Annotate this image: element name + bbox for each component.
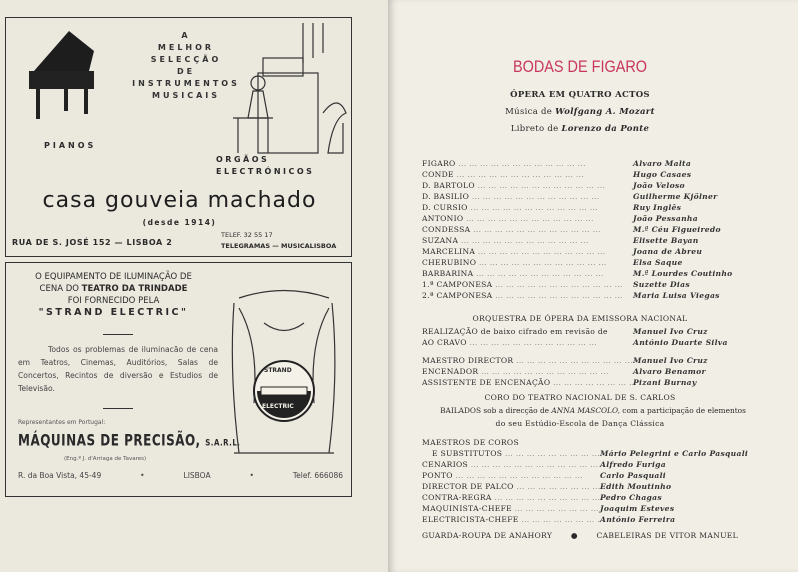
performer-name: Alfredo Furiga (600, 460, 666, 469)
list-item (422, 213, 752, 224)
footer-credits (410, 531, 750, 540)
electronicos-label: ELECTRÓNICOS (216, 167, 315, 176)
role-label: DIRECTOR DE PALCO ... . (422, 481, 600, 492)
list-item (422, 158, 752, 169)
orchestra-heading: ORQUESTRA DE ÓPERA DA EMISSORA NACIONAL (472, 314, 688, 323)
list-item (422, 268, 752, 279)
list-item (422, 366, 752, 377)
wigs-credit: CABELEIRAS DE VITOR MANUEL (596, 531, 738, 540)
role-label: ANTONIO ... . (422, 213, 633, 224)
headline-text: CENA DO (39, 284, 82, 294)
body-text: Todos os problemas de iluminacão de cena em Teatros, Cinemas, Auditórios, Salas de Concertos, Recintos de diversão e Estudios de Televisão. (18, 345, 218, 393)
tagline-line: MELHOR (157, 43, 215, 52)
performer-name: Maria Luisa Viegas (633, 291, 720, 300)
list-item (422, 514, 792, 525)
phone: TELEF. 32 55 17 (221, 231, 273, 239)
role-label: BARBARINA ... . (422, 268, 633, 279)
role-label: CONDE ... . (422, 169, 633, 180)
company-name: casa gouveia machado (42, 188, 317, 213)
role-label: D. BASILIO ... . (422, 191, 633, 202)
choreographer-name: ANNA MASCOLO, (551, 406, 620, 415)
crew-list (422, 437, 792, 525)
performer-name: M.ª Céu Figueiredo (633, 225, 721, 234)
ballet-text: com a participação de elementos (619, 406, 746, 415)
theatre-name: TEATRO DA TRINDADE (81, 284, 188, 294)
ad-strand-electric (5, 262, 352, 497)
credit-name: Manuel Ivo Cruz (633, 327, 708, 336)
role-label: PONTO ... . (422, 470, 600, 481)
performer-name: Carlo Pasquali (600, 471, 666, 480)
role-label: SUZANA ... . (422, 235, 633, 246)
logo-text-bottom: ELECTRIC (262, 403, 294, 410)
role-label: CONDESSA ... . (422, 224, 633, 235)
list-item (422, 180, 752, 191)
role-label: ENCENADOR ... . (422, 366, 633, 377)
choir-heading: CORO DO TEATRO NACIONAL DE S. CARLOS (484, 393, 676, 402)
tagline-line: SELECÇÃO (150, 55, 222, 64)
list-item (422, 377, 752, 388)
ballet-line-2: do seu Estúdio-Escola de Dança Clássica (495, 419, 665, 428)
performer-name: Joana de Abreu (633, 247, 703, 256)
tagline-line: DE (176, 67, 196, 76)
phone: Telef. 666086 (292, 471, 343, 480)
credit-role: REALIZAÇÃO de baixo cifrado em revisão de (422, 327, 608, 336)
performer-name: Alvaro Benamor (633, 367, 706, 376)
since-label: (desde 1914) (142, 218, 217, 227)
performer-name: Mário Pelegrini e Carlo Pasquali (600, 449, 749, 458)
performer-name: Elisette Bayan (633, 236, 699, 245)
composer-name: Wolfgang A. Mozart (555, 107, 655, 117)
divider (103, 408, 133, 409)
role-label: CENARIOS ... . (422, 459, 600, 470)
role-label: MAESTRO DIRECTOR ... . (422, 355, 633, 366)
performer-name: Ruy Inglês (633, 203, 682, 212)
telegrams: TELEGRAMAS — MUSICALISBOA (221, 242, 337, 250)
pianos-label: PIANOS (44, 141, 97, 150)
performer-name: António Ferreira (600, 515, 676, 524)
left-page (0, 0, 388, 572)
list-item (422, 246, 752, 257)
bullet: • (140, 471, 145, 480)
representatives-label: Representantes em Portugal: (18, 419, 106, 426)
bullet-icon: ● (570, 531, 578, 540)
list-item (422, 459, 792, 470)
list-item (422, 448, 792, 459)
realizacao-block (422, 326, 792, 348)
librettist-name: Lorenzo da Ponte (561, 124, 650, 134)
performer-name: Edith Moutinho (600, 482, 672, 491)
opera-title: BODAS DE FIGARO (512, 57, 648, 76)
performer-name: Hugo Casaes (633, 170, 692, 179)
performer-name: Manuel Ivo Cruz (633, 356, 708, 365)
grand-piano-illustration (24, 26, 104, 121)
performer-name: João Veloso (633, 181, 685, 190)
direction-list (422, 355, 752, 388)
credit-role: AO CRAVO ... . (422, 337, 633, 348)
logo-text-top: STRAND (264, 367, 292, 374)
cast-list (422, 158, 752, 301)
composer-line (410, 107, 750, 117)
tagline-line: MUSICAIS (152, 91, 220, 100)
address: RUA DE S. JOSÉ 152 — LISBOA 2 (12, 238, 173, 247)
role-label: E SUBSTITUTOS ... . (422, 448, 600, 459)
libretto-label: Libreto de (510, 124, 562, 134)
city: LISBOA (183, 471, 211, 480)
performer-name: Pedro Chagas (600, 493, 662, 502)
credit-name: António Duarte Silva (633, 338, 728, 347)
list-item (422, 326, 792, 337)
ballet-text: BAILADOS sob a direcção de (440, 406, 552, 415)
list-item (422, 337, 792, 348)
list-item (422, 290, 752, 301)
list-item (422, 224, 752, 235)
composer-label: Música de (505, 107, 556, 117)
headline-line: FOI FORNECIDO PELA (67, 296, 160, 306)
list-item (422, 202, 752, 213)
libretto-line (410, 124, 750, 134)
role-label: FIGARO ... . (422, 158, 633, 169)
tagline-line: A (181, 31, 191, 40)
list-item (422, 257, 752, 268)
list-item (422, 503, 792, 514)
role-label: CONTRA-REGRA ... . (422, 492, 600, 503)
role-label: ASSISTENTE DE ENCENAÇÃO ... . (422, 377, 633, 388)
subtitle: ÓPERA EM QUATRO ACTOS (510, 90, 650, 100)
divider (103, 334, 133, 335)
performer-name: João Pessanha (633, 214, 698, 223)
list-item (422, 481, 792, 492)
performer-name: Elsa Saque (633, 258, 683, 267)
ballet-line (398, 406, 788, 415)
headline-line: O EQUIPAMENTO DE ILUMINAÇÃO DE (35, 272, 192, 282)
role-label: MAQUINISTA-CHEFE ... . (422, 503, 600, 514)
list-item (422, 470, 792, 481)
list-item (422, 235, 752, 246)
representative-company: MÁQUINAS DE PRECISÃO, (18, 431, 201, 450)
list-item (422, 169, 752, 180)
company-suffix: S.A.R.L. (205, 437, 241, 448)
role-label: ELECTRICISTA-CHEFE ... . (422, 514, 600, 525)
performer-name: Alvaro Malta (633, 159, 692, 168)
role-label: D. BARTOLO ... . (422, 180, 633, 191)
role-label: D. CURSIO ... . (422, 202, 633, 213)
wardrobe-credit: GUARDA-ROUPA DE ANAHORY (422, 531, 553, 540)
performer-name: Pizani Burnay (633, 378, 697, 387)
headline-line (6, 283, 221, 295)
role-label: 2.ª CAMPONESA ... . (422, 290, 633, 301)
role-label: CHERUBINO ... . (422, 257, 633, 268)
performer-name: Suzette Dias (633, 280, 690, 289)
strand-electric-headline: "STRAND ELECTRIC" (38, 307, 189, 318)
engineer-note: (Eng.º J. d'Arriaga de Tavares) (64, 456, 147, 462)
list-item (422, 279, 752, 290)
list-item (422, 191, 752, 202)
role-label: MARCELINA ... . (422, 246, 633, 257)
bullet: • (249, 471, 254, 480)
list-item (422, 355, 752, 366)
performer-name: Guilherme Kjölner (633, 192, 718, 201)
ad-casa-gouveia-machado (5, 17, 352, 257)
performer-name: Joaquim Esteves (600, 504, 675, 513)
street: R. da Boa Vista, 45-49 (18, 471, 102, 480)
role-label: 1.ª CAMPONESA ... . (422, 279, 633, 290)
organ-player-illustration (228, 23, 348, 168)
tagline-line: INSTRUMENTOS (132, 79, 240, 88)
list-item (422, 492, 792, 503)
performer-name: M.ª Lourdes Coutinho (633, 269, 733, 278)
orgaos-label: ORGÃOS (216, 155, 270, 164)
crew-heading: MAESTROS DE COROS (422, 438, 519, 447)
